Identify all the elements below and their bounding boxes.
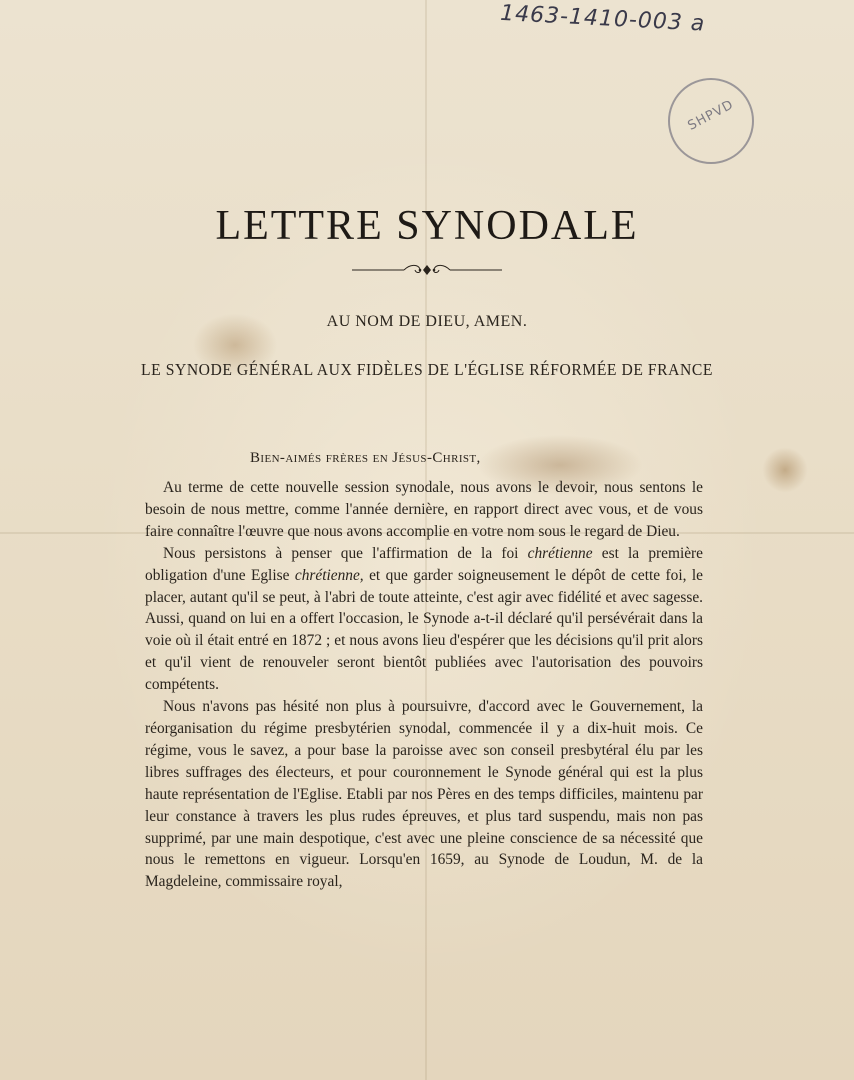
paragraph-1-text: Au terme de cette nouvelle session synodale, nous avons le devoir, nous sentons le besoin de nous mettre, comme l'année dernière, en rapport direct avec vous, et de vous faire connaître l'œuvre que nous avons accomplie en votre nom sous le regard de Dieu. — [145, 479, 703, 540]
library-stamp-text: SHPVD — [685, 97, 737, 134]
paragraph-2-text-b: est la première obligation d'une Eglise — [145, 544, 704, 584]
letter-body — [145, 477, 703, 893]
paragraph-2-italic-b: chrétienne, — [294, 566, 364, 584]
paragraph-3-text: Nous n'avons pas hésité non plus à poursuivre, d'accord avec le Gouvernement, la réorganisation du régime presbytérien synodal, commencée il y a dix-huit mois. Ce régime, vous le savez, a pour base la paroisse avec son conseil presbytéral élu par les libres suffrages des électeurs, et pour couronnement le Synode général qui est la plus haute représentation de l'Eglise. Etabli par nos Pères en des temps difficiles, maintenu par leur constance à travers les plus rudes épreuves, et plus tard suspendu, mais non pas supprimé, par une main despotique, c'est avec une pleine conscience de sa nécessité que nous le remettons en vigueur. Lorsqu'en 1659, au Synode de Loudun, M. de la Magdeleine, commissaire royal, — [145, 698, 703, 891]
paragraph-2-italic-a: chrétienne — [527, 544, 593, 562]
title-ornament-divider — [352, 262, 502, 278]
invocation-line: AU NOM DE DIEU, AMEN. — [326, 313, 528, 330]
paragraph-2-text-a: Nous persistons à penser que l'affirmation de la foi — [163, 544, 528, 562]
paragraph-1 — [145, 477, 703, 543]
handwritten-archive-reference: 1463-1410-003 a — [499, 0, 706, 37]
greeting-line: Bien-aimés frères en Jésus-Christ, — [250, 450, 481, 466]
library-stamp — [668, 78, 754, 164]
address-subtitle: LE SYNODE GÉNÉRAL AUX FIDÈLES DE L'ÉGLISE RÉFORMÉE DE FRANCE — [141, 360, 713, 379]
document-title: LETTRE SYNODALE — [215, 203, 639, 249]
paragraph-2 — [145, 543, 703, 696]
paragraph-3 — [145, 696, 703, 893]
paragraph-2-text-c: et que garder soigneusement le dépôt de cette foi, le placer, autant qu'il se peut, à l'abri de toute atteinte, c'est agir avec fidélité et avec sagesse. Aussi, quand on lui en a offert l'occasion, le Synode a-t-il déclaré qu'il persévérait dans la voie où il était entré en 1872 ; et nous avons lieu d'espérer que les décisions qu'il prit alors et qu'il vient de renouveler seront bientôt publiées avec l'autorisation des pouvoirs compétents. — [145, 566, 703, 694]
